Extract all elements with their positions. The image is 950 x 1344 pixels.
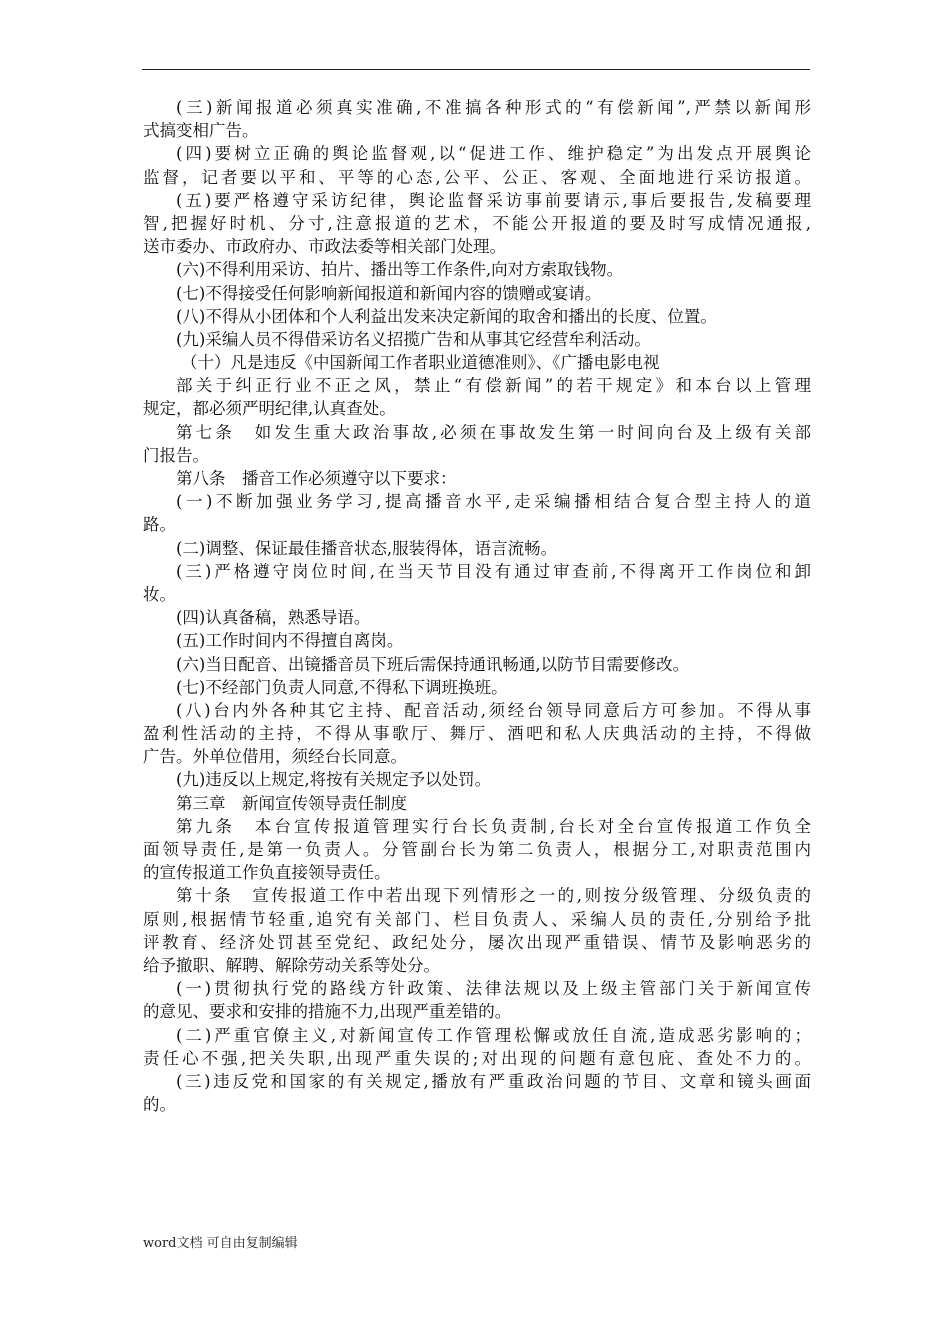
text-line: (五)要严格遵守采访纪律，舆论监督采访事前要请示,事后要报告,发稿要理 bbox=[176, 190, 811, 210]
document-body bbox=[143, 96, 811, 1116]
text-line: 规定，都必须严明纪律,认真查处。 bbox=[143, 399, 396, 419]
text-line: (二)严重官僚主义,对新闻宣传工作管理松懈或放任自流,造成恶劣影响的； bbox=[176, 1025, 811, 1045]
text-line: 送市委办、市政府办、市政法委等相关部门处理。 bbox=[143, 237, 506, 257]
text-line: 评教育、经济处罚甚至党纪、政纪处分，屡次出现严重错误、情节及影响恶劣的 bbox=[143, 932, 811, 952]
text-line: (一)贯彻执行党的路线方针政策、法律法规以及上级主管部门关于新闻宣传 bbox=[176, 979, 811, 999]
text-line: (一)不断加强业务学习,提高播音水平,走采编播相结合复合型主持人的道 bbox=[176, 492, 811, 512]
text-line: 面领导责任,是第一负责人。分管副台长为第二负责人，根据分工,对职责范围内 bbox=[143, 840, 811, 859]
text-line: (六)当日配音、出镜播音员下班后需保持通讯畅通,以防节目需要修改。 bbox=[176, 654, 690, 674]
text-line: (五)工作时间内不得擅自离岗。 bbox=[176, 631, 404, 651]
text-line: 妆。 bbox=[143, 584, 176, 604]
text-line: (七)不得接受任何影响新闻报道和新闻内容的馈赠或宴请。 bbox=[176, 283, 602, 303]
text-line: 第八条 播音工作必须遵守以下要求： bbox=[176, 469, 457, 488]
text-line: (八)台内外各种其它主持、配音活动,须经台领导同意后方可参加。不得从事 bbox=[176, 700, 811, 720]
text-line: (八)不得从小团体和个人利益出发来决定新闻的取舍和播出的长度、位置。 bbox=[176, 306, 717, 326]
text-line: 第九条 本台宣传报道管理实行台长负责制,台长对全台宣传报道工作负全 bbox=[176, 816, 811, 836]
header-rule bbox=[142, 69, 810, 70]
text-line: 路。 bbox=[143, 515, 176, 535]
text-line: (三)严格遵守岗位时间,在当天节目没有通过审查前,不得离开工作岗位和卸 bbox=[176, 561, 811, 581]
text-line: (九)采编人员不得借采访名义招揽广告和从事其它经营牟利活动。 bbox=[176, 329, 651, 349]
text-line: (七)不经部门负责人同意,不得私下调班换班。 bbox=[176, 677, 508, 697]
text-line: (三)新闻报道必须真实准确,不准搞各种形式的“有偿新闻”,严禁以新闻形 bbox=[176, 98, 811, 117]
text-line: 广告。外单位借用，须经台长同意。 bbox=[143, 747, 407, 767]
text-line: (四)认真备稿，熟悉导语。 bbox=[176, 608, 371, 628]
text-line: 部关于纠正行业不正之风，禁止“有偿新闻”的若干规定》和本台以上管理 bbox=[176, 376, 811, 396]
text-line: (三)违反党和国家的有关规定,播放有严重政治问题的节目、文章和镜头画面 bbox=[176, 1071, 811, 1091]
text-line: 的宣传报道工作负直接领导责任。 bbox=[143, 863, 391, 883]
text-line: 式搞变相广告。 bbox=[143, 121, 259, 141]
text-line: 智,把握好时机、分寸,注意报道的艺术，不能公开报道的要及时写成情况通报, bbox=[143, 213, 811, 233]
text-line: 监督，记者要以平和、平等的心态,公平、公正、客观、全面地进行采访报道。 bbox=[143, 167, 811, 187]
text-line: （十）凡是违反《中国新闻工作者职业道德准则》、《广播电影电视 bbox=[181, 353, 660, 373]
text-line: 盈利性活动的主持，不得从事歌厅、舞厅、酒吧和私人庆典活动的主持，不得做 bbox=[143, 724, 811, 744]
text-line: 门报告。 bbox=[143, 445, 209, 465]
text-line: 的意见、要求和安排的措施不力,出现严重差错的。 bbox=[143, 1002, 512, 1022]
text-line: (九)违反以上规定,将按有关规定予以处罚。 bbox=[176, 770, 492, 790]
text-line: 第七条 如发生重大政治事故,必须在事故发生第一时间向台及上级有关部 bbox=[176, 422, 811, 442]
text-line: 的。 bbox=[143, 1095, 176, 1115]
text-line: 第十条 宣传报道工作中若出现下列情形之一的,则按分级管理、分级负责的 bbox=[176, 886, 811, 906]
text-line: 责任心不强,把关失职,出现严重失误的;对出现的问题有意包庇、查处不力的。 bbox=[143, 1048, 811, 1068]
text-line: 原则,根据情节轻重,追究有关部门、栏目负责人、采编人员的责任,分别给予批 bbox=[143, 909, 811, 929]
page-footer: word文档 可自由复制编辑 bbox=[143, 1236, 298, 1251]
text-line: (二)调整、保证最佳播音状态,服装得体，语言流畅。 bbox=[176, 538, 558, 558]
text-line: (四)要树立正确的舆论监督观,以“促进工作、维护稳定”为出发点开展舆论 bbox=[176, 144, 811, 164]
text-line: (六)不得利用采访、拍片、播出等工作条件,向对方索取钱物。 bbox=[176, 260, 624, 280]
section-heading: 第三章 新闻宣传领导责任制度 bbox=[176, 793, 407, 813]
text-line: 给予撤职、解聘、解除劳动关系等处分。 bbox=[143, 955, 440, 975]
